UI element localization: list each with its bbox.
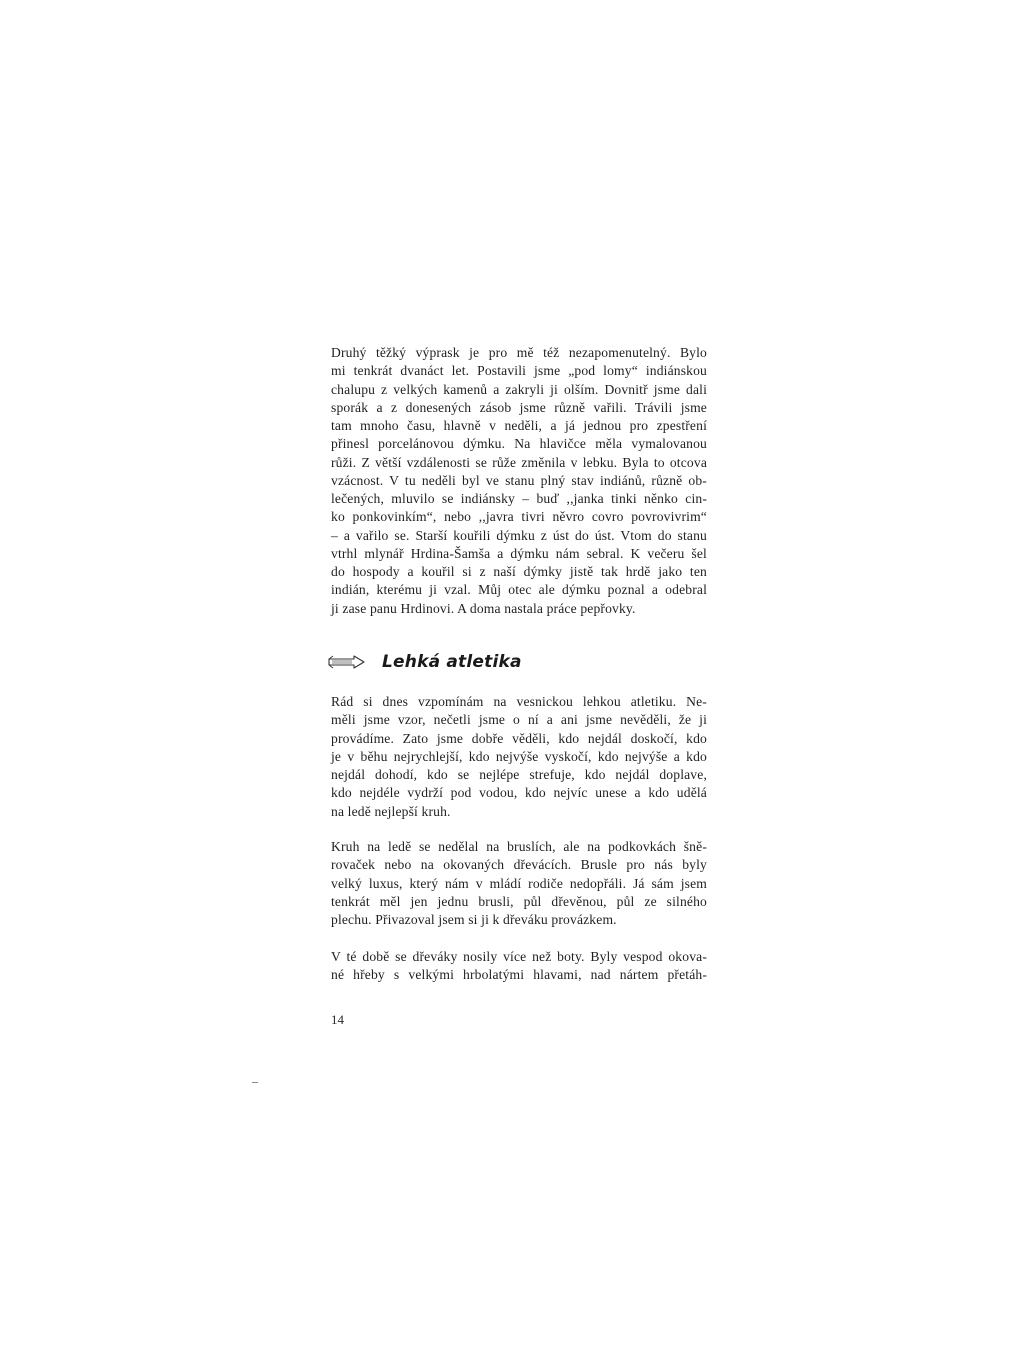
text-line: růži. Z větší vzdálenosti se růže změnila v lebku. Byla to otcova (331, 454, 707, 470)
text-line: kdo nejdéle vydrží pod vodou, kdo nejvíc unese a kdo udělá (331, 785, 707, 801)
page-number: 14 (331, 1012, 344, 1027)
text-line: né hřeby s velkými hrbolatými hlavami, nad nártem přetáh- (331, 967, 707, 983)
text-line: do hospody a kouřil si z naší dýmky jistě tak hrdě jako ten (331, 564, 707, 579)
text-line: lečených, mluvilo se indiánsky – buď ,,janka tinki něnko cin- (331, 491, 707, 506)
text-line: indián, kterému ji vzal. Můj otec ale dýmku poznal a odebral (331, 582, 707, 598)
text-line: tam mnoho času, hlavně v neděli, a já jednou pro zpestření (331, 418, 707, 433)
text-line: měli jsme vzor, nečetli jsme o ní a ani jsme nevěděli, že ji (331, 712, 707, 728)
athletics-paragraph (331, 948, 707, 985)
text-line: mi tenkrát dvanáct let. Postavili jsme „pod lomy“ indiánskou (331, 363, 707, 379)
arrow-icon (328, 654, 366, 670)
athletics-paragraph (331, 693, 707, 821)
text-line: velký luxus, který nám v mládí rodiče nedopřáli. Já sám jsem (331, 875, 707, 891)
text-line: přinesl porcelánovou dýmku. Na hlavičce měla vymalovanou (331, 436, 707, 452)
text-line: Rád si dnes vzpomínám na vesnickou lehkou atletiku. Ne- (331, 694, 707, 709)
text-line: chalupu z velkých kamenů a zakryli ji olším. Dovnitř jsme dali (331, 381, 707, 397)
text-line: vtrhl mlynář Hrdina-Šamša a dýmku nám sebral. K večeru šel (331, 545, 707, 561)
text-line: Kruh na ledě se nedělal na bruslích, ale na podkovkách šně- (331, 839, 707, 854)
intro-paragraph (331, 344, 707, 618)
text-line: vzácnost. V tu neděli byl ve stanu plný stav indiánů, různě ob- (331, 472, 707, 488)
athletics-paragraph (331, 838, 707, 929)
text-line: nejdál dohodí, kdo se nejlépe strefuje, kdo nejdál doplave, (331, 767, 707, 782)
text-line: na ledě nejlepší kruh. (331, 803, 451, 819)
text-line: V té době se dřeváky nosily více než boty. Byly vespod okova- (331, 949, 707, 964)
text-line: ko ponkovinkím“, nebo ,,javra tivri něvro covro povrovivrim“ (331, 509, 707, 525)
text-line: ji zase panu Hrdinovi. A doma nastala práce pepřovky. (331, 600, 636, 616)
text-line: je v běhu nejrychlejší, kdo nejvýše vyskočí, kdo nejvýše a kdo (331, 748, 707, 764)
text-line: sporák a z donesených zásob jsme různě vařili. Trávili jsme (331, 399, 707, 415)
text-line: rovaček nebo na okovaných dřevácích. Brusle pro nás byly (331, 857, 707, 873)
text-line: tenkrát měl jen jednu brusli, půl dřevěnou, půl ze silného (331, 893, 707, 909)
section-title: Lehká atletika (382, 652, 522, 672)
section-heading (328, 650, 522, 674)
margin-mark (252, 1082, 258, 1083)
text-line: Druhý těžký výprask je pro mě též nezapomenutelný. Bylo (331, 345, 707, 360)
text-line: – a vařilo se. Starší kouřili dýmku z úst do úst. Vtom do stanu (331, 527, 707, 543)
text-line: plechu. Přivazoval jsem si ji k dřeváku provázkem. (331, 912, 617, 927)
text-line: provádíme. Zato jsme dobře věděli, kdo nejdál doskočí, kdo (331, 730, 707, 746)
